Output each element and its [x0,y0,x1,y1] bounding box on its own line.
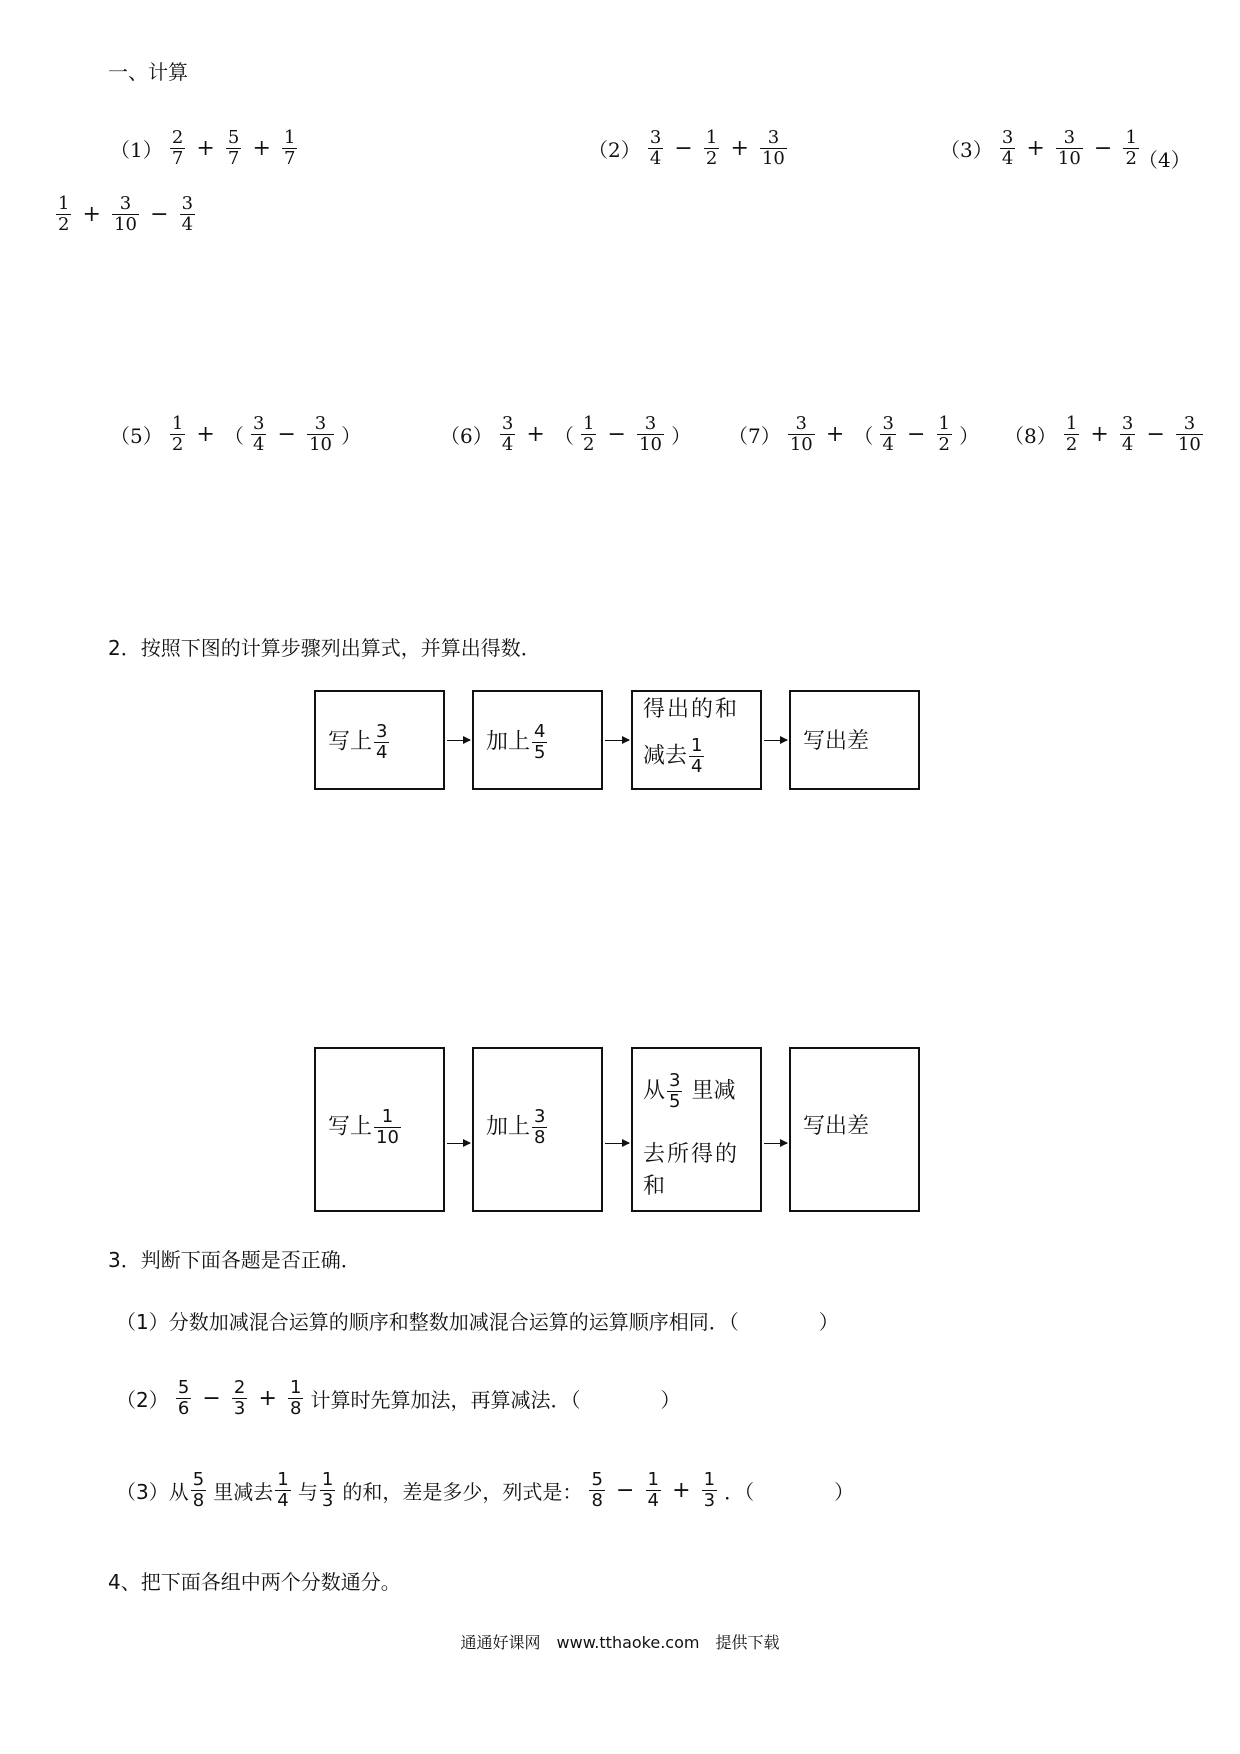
problem-3 [940,128,1141,169]
step-text: 得出的和 [643,697,740,722]
flow2-arrow-2 [605,1143,629,1144]
operator: − [202,1386,221,1411]
step-text: 加上 [486,729,531,755]
fraction: $\frac{2}{3}$ [233,1377,246,1419]
problem-label: （8） [1004,424,1057,448]
question-label: （2） [116,1388,169,1412]
flow1-step4-box [789,690,920,790]
fraction: $\frac{3}{10}$ [1177,413,1201,455]
operator: + [825,422,845,447]
problem-label: （1） [110,138,163,162]
question-text: 计算时先算加法，再算减法．（ ） [310,1388,681,1412]
flow2-step4-box [789,1047,920,1212]
close-paren: ） [959,424,980,448]
fraction: $\frac{3}{5}$ [669,1070,681,1112]
operator: − [277,422,296,447]
fraction: $\frac{3}{10}$ [114,193,137,235]
fraction: $\frac{1}{2}$ [58,193,70,235]
flow2-step1-box [314,1047,445,1212]
judge-question-2 [116,1378,681,1419]
fraction: $\frac{3}{10}$ [761,127,785,169]
operator: + [1090,422,1109,447]
section1-heading: 一、计算 [108,60,188,84]
operator: − [1146,422,1165,447]
fraction: $\frac{1}{4}$ [647,1469,659,1511]
fraction: $\frac{1}{10}$ [376,1106,399,1148]
fraction: $\frac{1}{8}$ [289,1377,302,1419]
fraction: $\frac{1}{7}$ [283,127,296,169]
fraction: $\frac{1}{2}$ [938,413,950,455]
operator: − [616,1478,635,1503]
open-paren: （ [223,424,244,448]
section2-heading: 2．按照下图的计算步骤列出算式，并算出得数． [108,636,541,660]
fraction: $\frac{3}{4}$ [501,413,514,455]
flow1-arrow-3 [764,740,787,741]
flow2-arrow-1 [447,1143,470,1144]
fraction: $\frac{1}{2}$ [171,413,184,455]
fraction: $\frac{3}{4}$ [1121,413,1134,455]
judge-question-3 [116,1470,854,1511]
fraction: $\frac{3}{4}$ [181,193,194,235]
fraction: $\frac{3}{8}$ [534,1106,546,1148]
fraction: $\frac{5}{6}$ [177,1377,190,1419]
problem-5 [110,414,361,455]
problem-8 [1004,414,1205,455]
fraction: $\frac{3}{4}$ [1001,127,1014,169]
flow1-arrow-2 [605,740,629,741]
fraction: $\frac{1}{3}$ [321,1469,334,1511]
problem-label: （5） [110,424,163,448]
fraction: $\frac{3}{10}$ [1057,127,1081,169]
fraction: $\frac{5}{8}$ [591,1469,603,1511]
operator: − [150,202,169,227]
question-text: 里减去 [213,1480,274,1504]
flow1-step1-box [314,690,445,790]
question-label: （3）从 [116,1480,189,1504]
operator: + [196,136,215,161]
step-text: 减去 [643,743,688,769]
fraction: $\frac{5}{8}$ [192,1469,205,1511]
step-text: 从 [643,1078,666,1104]
operator: + [258,1386,277,1411]
flow1-step3-box [631,690,762,790]
step-text: 写出差 [803,729,870,754]
operator: + [1026,136,1045,161]
operator: + [196,422,215,447]
operator: + [526,422,545,447]
fraction: $\frac{1}{2}$ [705,127,718,169]
fraction: $\frac{3}{10}$ [309,413,332,455]
problem-6 [440,414,691,455]
flow1-step2-box [472,690,603,790]
question-text: ．（ ） [724,1480,855,1504]
problem-label: （3） [940,138,993,162]
problem-2 [588,128,789,169]
problem-7 [728,414,979,455]
fraction: $\frac{1}{2}$ [583,413,595,455]
problem-label: （2） [588,138,641,162]
step-text: 写上 [328,729,373,755]
step-text: 和 [643,1174,666,1199]
close-paren: ） [341,424,362,448]
flow2-step2-box [472,1047,603,1212]
fraction: $\frac{3}{4}$ [882,413,894,455]
step-text: 写出差 [803,1114,870,1139]
fraction: $\frac{3}{4}$ [649,127,662,169]
fraction: $\frac{5}{7}$ [227,127,240,169]
problem-4-label: （4） [1138,148,1191,172]
judge-question-1: （1）分数加减混合运算的顺序和整数加减混合运算的运算顺序相同．（ ） [116,1310,839,1334]
operator: − [607,422,626,447]
fraction: $\frac{1}{2}$ [1125,127,1137,169]
step-text: 加上 [486,1114,531,1140]
operator: − [1093,136,1113,161]
fraction: $\frac{2}{7}$ [171,127,184,169]
problem-1 [110,128,299,169]
fraction: $\frac{3}{4}$ [253,413,265,455]
operator: + [82,202,101,227]
flow2-step3-box [631,1047,762,1212]
fraction: $\frac{1}{2}$ [1065,413,1078,455]
problem-label: （6） [440,424,493,448]
step-text: 写上 [328,1114,373,1140]
question-text: 与 [297,1480,318,1504]
fraction: $\frac{4}{5}$ [534,721,546,763]
step-text: 去所得的 [643,1142,740,1167]
fraction: $\frac{3}{10}$ [639,413,662,455]
footer-text: 通通好课网 www.tthaoke.com 提供下载 [460,1633,780,1652]
problem-label: （7） [728,424,781,448]
operator: + [730,136,749,161]
open-paren: （ [553,424,574,448]
flow2-arrow-3 [764,1143,787,1144]
fraction: $\frac{1}{4}$ [277,1469,289,1511]
fraction: $\frac{3}{4}$ [376,721,388,763]
fraction: $\frac{1}{4}$ [691,735,703,777]
flow1-arrow-1 [447,740,470,741]
operator: + [672,1478,691,1503]
problem-4 [54,194,197,235]
operator: − [674,136,693,161]
section3-heading: 3．判断下面各题是否正确． [108,1248,361,1272]
close-paren: ） [671,424,692,448]
section4-heading: 4、把下面各组中两个分数通分。 [108,1570,401,1594]
operator: + [252,136,271,161]
fraction: $\frac{3}{10}$ [789,413,813,455]
fraction: $\frac{1}{3}$ [703,1469,716,1511]
question-text: 的和，差是多少，列式是： [342,1480,583,1504]
open-paren: （ [853,424,874,448]
step-text: 里减 [691,1078,736,1104]
operator: − [907,422,926,447]
